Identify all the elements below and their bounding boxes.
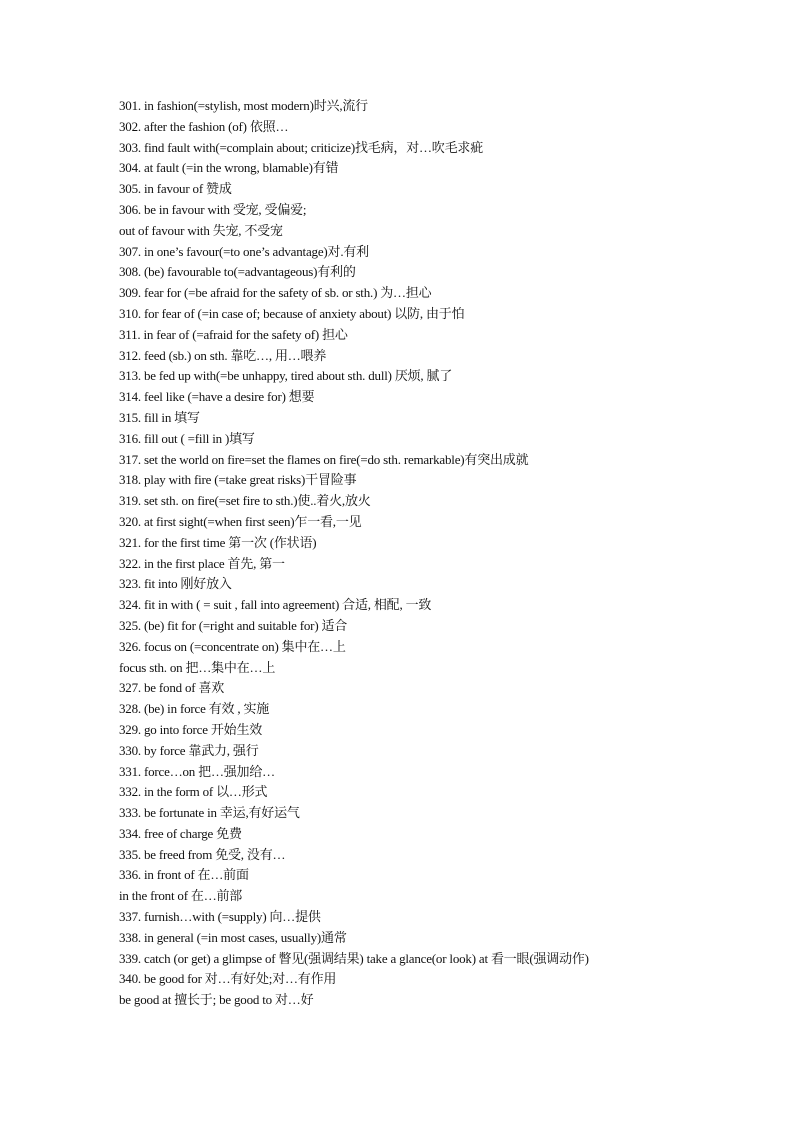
list-item: 316. fill out ( =fill in )填写 bbox=[119, 430, 255, 446]
list-item: 317. set the world on fire=set the flames on fire(=do sth. remarkable)有突出成就 bbox=[119, 451, 529, 467]
list-item: 337. furnish…with (=supply) 向…提供 bbox=[119, 909, 321, 925]
list-item: 302. after the fashion (of) 依照… bbox=[119, 118, 289, 134]
list-item: 310. for fear of (=in case of; because of anxiety about) 以防, 由于怕 bbox=[119, 305, 465, 321]
list-item: 329. go into force 开始生效 bbox=[119, 721, 263, 737]
list-item: in the front of 在…前部 bbox=[119, 888, 243, 904]
list-item: 330. by force 靠武力, 强行 bbox=[119, 742, 259, 758]
list-item: 305. in favour of 赞成 bbox=[119, 181, 232, 197]
list-item: be good at 擅长于; be good to 对…好 bbox=[119, 992, 314, 1008]
list-item: 322. in the first place 首先, 第一 bbox=[119, 555, 285, 571]
list-item: 312. feed (sb.) on sth. 靠吃…, 用…喂养 bbox=[119, 347, 327, 363]
list-item: 318. play with fire (=take great risks)干冒险事 bbox=[119, 472, 357, 488]
list-item: 314. feel like (=have a desire for) 想要 bbox=[119, 389, 315, 405]
list-item: 324. fit in with ( = suit , fall into agreement) 合适, 相配, 一致 bbox=[119, 597, 432, 613]
list-item: 321. for the first time 第一次 (作状语) bbox=[119, 534, 317, 550]
list-item: 304. at fault (=in the wrong, blamable)有错 bbox=[119, 160, 339, 176]
list-item: 327. be fond of 喜欢 bbox=[119, 680, 225, 696]
list-item: 309. fear for (=be afraid for the safety of sb. or sth.) 为…担心 bbox=[119, 285, 432, 301]
list-item: 315. fill in 填写 bbox=[119, 409, 200, 425]
list-item: 336. in front of 在…前面 bbox=[119, 867, 249, 883]
list-item: 340. be good for 对…有好处;对…有作用 bbox=[119, 971, 337, 987]
list-item: 301. in fashion(=stylish, most modern)时兴,流行 bbox=[119, 98, 368, 113]
list-item: out of favour with 失宠, 不受宠 bbox=[119, 222, 283, 238]
list-item: 334. free of charge 免费 bbox=[119, 825, 242, 841]
list-item: 326. focus on (=concentrate on) 集中在…上 bbox=[119, 638, 346, 654]
list-item: 325. (be) fit for (=right and suitable for) 适合 bbox=[119, 617, 348, 633]
list-item: 313. be fed up with(=be unhappy, tired about sth. dull) 厌烦, 腻了 bbox=[119, 368, 453, 384]
phrase-list bbox=[119, 96, 759, 1011]
list-item: 323. fit into 刚好放入 bbox=[119, 576, 232, 592]
list-item: 311. in fear of (=afraid for the safety of) 担心 bbox=[119, 326, 348, 342]
list-item: 332. in the form of 以…形式 bbox=[119, 784, 268, 800]
list-item: 303. find fault with(=complain about; criticize)找毛病，对…吹毛求疵 bbox=[119, 139, 483, 155]
list-item: 338. in general (=in most cases, usually)通常 bbox=[119, 929, 347, 945]
list-item: 328. (be) in force 有效 , 实施 bbox=[119, 701, 270, 717]
list-item: 320. at first sight(=when first seen)乍一看,一见 bbox=[119, 513, 362, 529]
list-item: 335. be freed from 免受, 没有… bbox=[119, 846, 286, 862]
list-item: 308. (be) favourable to(=advantageous)有利的 bbox=[119, 264, 356, 280]
list-item: focus sth. on 把…集中在…上 bbox=[119, 659, 276, 675]
list-item: 333. be fortunate in 幸运,有好运气 bbox=[119, 805, 300, 821]
list-item: 307. in one’s favour(=to one’s advantage)对.有利 bbox=[119, 243, 369, 259]
list-item: 331. force…on 把…强加给… bbox=[119, 763, 275, 779]
list-item: 306. be in favour with 受宠, 受偏爱; bbox=[119, 201, 307, 217]
list-item: 319. set sth. on fire(=set fire to sth.)使..着火,放火 bbox=[119, 493, 371, 509]
list-item: 339. catch (or get) a glimpse of 瞥见(强调结果) take a glance(or look) at 看一眼(强调动作) bbox=[119, 950, 589, 966]
